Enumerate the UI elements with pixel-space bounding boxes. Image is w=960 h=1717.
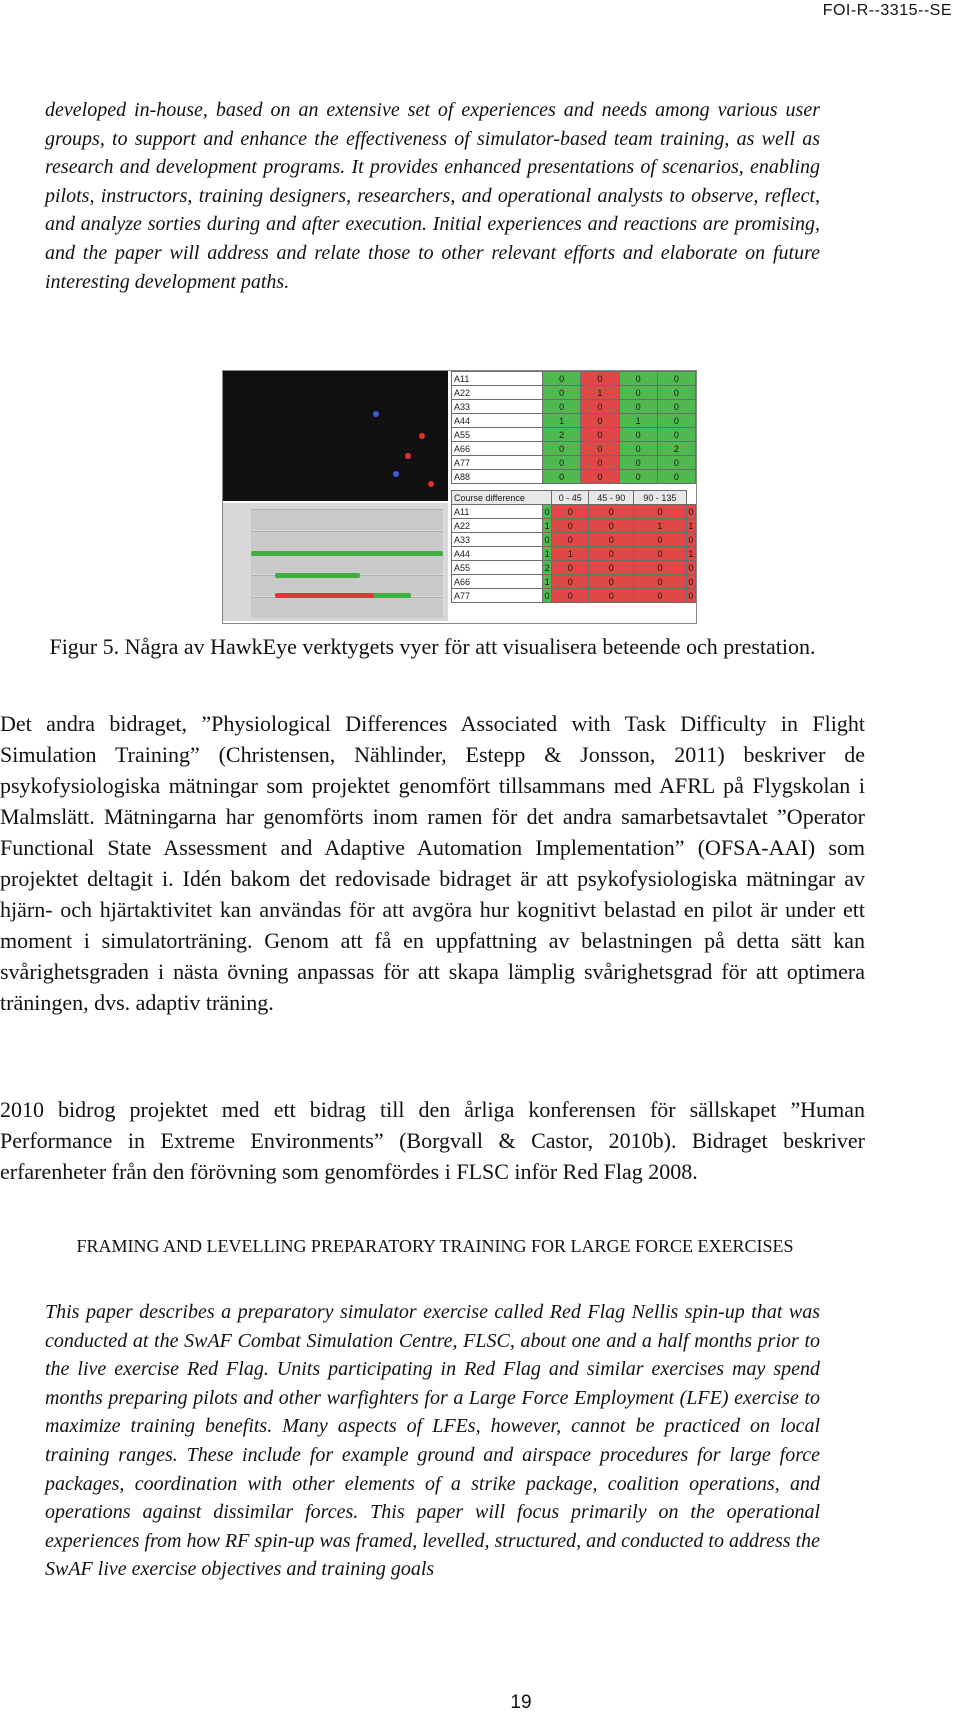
grid-cell: 0 (543, 533, 552, 547)
grid-cell: 0 (543, 589, 552, 603)
timeline-row (251, 553, 443, 574)
grid-row-label: A44 (452, 414, 543, 428)
grid-cell: 0 (686, 561, 695, 575)
grid-cell: 0 (686, 589, 695, 603)
grid-cell: 0 (581, 400, 619, 414)
grid-row (452, 519, 696, 533)
grid-header-cell: 45 - 90 (589, 491, 634, 505)
grid-row-label: A33 (452, 400, 543, 414)
grid-cell: 0 (581, 470, 619, 484)
grid-cell: 0 (686, 575, 695, 589)
grid-bottom (451, 490, 696, 603)
grid-row-label: A22 (452, 519, 543, 533)
grid-cell: 0 (657, 428, 695, 442)
timeline-bar-green (373, 593, 411, 598)
grid-cell: 0 (619, 456, 657, 470)
grid-cell: 0 (543, 505, 552, 519)
grid-cell: 0 (634, 547, 687, 561)
grid-cell: 0 (634, 505, 687, 519)
grid-header-cell: Course difference (452, 491, 552, 505)
grid-row-label: A11 (452, 372, 543, 386)
grid-cell: 0 (657, 386, 695, 400)
aircraft-marker (393, 471, 399, 477)
grid-cell: 0 (657, 456, 695, 470)
grid-cell: 1 (581, 386, 619, 400)
grid-cell: 0 (581, 442, 619, 456)
timeline-row (251, 509, 443, 530)
grid-cell: 2 (543, 561, 552, 575)
paragraph-1: Det andra bidraget, ”Physiological Differences Associated with Task Difficulty in Flight Simulation Training” (Christensen, Nählinder, Estepp & Jonsson, 2011) beskriver de psykofysiologiska mätningar som projektet genomfört tillsammans med AFRL på Flygskolan i Malmslätt. Mätningarna har genomförts inom ramen för det andra samarbetsavtalet ”Operator Functional State Assessment and Adaptive Automation Implementation” (OFSA-AAI) som projektet deltagit i. Idén bakom det redovisade bidraget är att psykofysiologiska mätningar av hjärn- och hjärtaktivitet kan användas för att avgöra hur kognitivt belastad en pilot är under ett moment i simulatorträning. Genom att få en uppfattning av belastningen på detta sätt kan svårighetsgraden i nästa övning anpassas för att skapa lämplig svårighetsgrad för att optimera träningen, dvs. adaptiv träning. (0, 711, 865, 1015)
grid-cell: 1 (543, 519, 552, 533)
grid-cell: 2 (543, 428, 581, 442)
grid-cell: 0 (589, 589, 634, 603)
grid-cell: 0 (543, 456, 581, 470)
timeline-bar-green (275, 573, 360, 578)
grid-cell: 0 (552, 561, 589, 575)
grid-row-label: A77 (452, 589, 543, 603)
grid-row-label: A11 (452, 505, 543, 519)
abstract-continued: developed in-house, based on an extensive set of experiences and needs among various user groups, to support and enhance the effectiveness of simulator-based team training, as well as research and development programs. It provides enhanced presentations of scenarios, enabling pilots, instructors, training designers, researchers, and operational analysts to observe, reflect, and analyze sorties during and after execution. Initial experiences and reactions are promising, and the paper will address and relate those to other relevant efforts and elaborate on future interesting development paths. (45, 99, 820, 293)
grid-row (452, 533, 696, 547)
grid-row (452, 470, 696, 484)
aircraft-marker (419, 433, 425, 439)
page-number: 19 (510, 1692, 532, 1713)
timeline-row (251, 597, 443, 618)
grid-row (452, 428, 696, 442)
grid-cell: 0 (686, 505, 695, 519)
aircraft-marker (428, 481, 434, 487)
timeline-view (223, 503, 448, 621)
grid-row (452, 547, 696, 561)
grid-row (452, 414, 696, 428)
grid-cell: 0 (619, 428, 657, 442)
grid-cell: 0 (552, 575, 589, 589)
grid-cell: 1 (686, 547, 695, 561)
grid-cell: 1 (634, 519, 687, 533)
grid-cell: 0 (657, 400, 695, 414)
grid-cell: 1 (543, 575, 552, 589)
grid-cell: 0 (543, 372, 581, 386)
grid-cell: 1 (543, 547, 552, 561)
grid-cell: 0 (552, 505, 589, 519)
grid-row (452, 589, 696, 603)
grid-cell: 0 (589, 575, 634, 589)
timeline-row (251, 531, 443, 552)
grid-cell: 0 (581, 372, 619, 386)
grid-row-label: A55 (452, 561, 543, 575)
aircraft-marker (405, 453, 411, 459)
grid-cell: 0 (543, 400, 581, 414)
grid-cell: 0 (619, 372, 657, 386)
grid-row-label: A22 (452, 386, 543, 400)
grid-row-label: A77 (452, 456, 543, 470)
grid-cell: 0 (589, 505, 634, 519)
grid-cell: 1 (543, 414, 581, 428)
grid-cell: 0 (589, 533, 634, 547)
radar-view (223, 371, 448, 501)
grid-cell: 0 (634, 589, 687, 603)
grid-cell: 0 (657, 372, 695, 386)
section-abstract: This paper describes a preparatory simulator exercise called Red Flag Nellis spin-up that was conducted at the SwAF Combat Simulation Centre, FLSC, about one and a half months prior to the live exercise Red Flag. Units participating in Red Flag and similar exercises may spend months preparing pilots and other warfighters for a Large Force Employment (LFE) exercise to maximize training benefits. Many aspects of LFEs, however, cannot be practiced on local training ranges. These include for example ground and airspace procedures for large force packages, coordination with other elements of a strike package, coalition operations, and operations against dissimilar forces. This paper will focus primarily on the operational experiences from how RF spin-up was framed, levelled, structured, and conducted to address the SwAF live exercise objectives and training goals (45, 1301, 820, 1581)
grid-cell: 0 (552, 533, 589, 547)
grid-row-label: A44 (452, 547, 543, 561)
grid-row-label: A66 (452, 442, 543, 456)
grid-cell: 0 (589, 561, 634, 575)
grid-top (451, 371, 696, 484)
grid-row (452, 442, 696, 456)
grid-row-label: A66 (452, 575, 543, 589)
grid-cell: 1 (619, 414, 657, 428)
grid-cell: 0 (581, 456, 619, 470)
paragraph-2: 2010 bidrog projektet med ett bidrag till den årliga konferensen för sällskapet ”Human Performance in Extreme Environments” (Borgvall & Castor, 2010b). Bidraget beskriver erfarenheter från den förövning som genomfördes i FLSC inför Red Flag 2008. (0, 1097, 865, 1184)
grid-cell: 0 (552, 519, 589, 533)
grid-header-cell: 90 - 135 (634, 491, 687, 505)
grid-row (452, 505, 696, 519)
grid-row (452, 386, 696, 400)
grid-cell: 0 (657, 470, 695, 484)
grid-row-label: A33 (452, 533, 543, 547)
grid-header-cell: 0 - 45 (552, 491, 589, 505)
grid-cell: 0 (619, 442, 657, 456)
results-grid (451, 371, 696, 603)
grid-row (452, 575, 696, 589)
grid-cell: 2 (657, 442, 695, 456)
section-title: FRAMING AND LEVELLING PREPARATORY TRAINING FOR LARGE FORCE EXERCISES (76, 1236, 794, 1256)
grid-cell: 0 (686, 533, 695, 547)
grid-cell: 1 (552, 547, 589, 561)
grid-cell: 0 (657, 414, 695, 428)
grid-cell: 0 (543, 470, 581, 484)
grid-row (452, 372, 696, 386)
grid-cell: 1 (686, 519, 695, 533)
grid-cell: 0 (619, 386, 657, 400)
grid-row-label: A55 (452, 428, 543, 442)
grid-cell: 0 (552, 589, 589, 603)
grid-cell: 0 (581, 414, 619, 428)
grid-cell: 0 (634, 575, 687, 589)
grid-cell: 0 (543, 442, 581, 456)
grid-cell: 0 (589, 519, 634, 533)
grid-row (452, 456, 696, 470)
grid-cell: 0 (619, 470, 657, 484)
grid-cell: 0 (581, 428, 619, 442)
figure-caption: Figur 5. Några av HawkEye verktygets vyer för att visualisera beteende och prestation. (49, 634, 816, 659)
grid-cell: 0 (543, 386, 581, 400)
document-id: FOI-R--3315--SE (822, 2, 952, 19)
grid-row (452, 400, 696, 414)
grid-cell: 0 (619, 400, 657, 414)
timeline-bar-red (275, 593, 385, 598)
timeline-bar-green (251, 551, 443, 556)
aircraft-marker (373, 411, 379, 417)
hawkeye-figure (222, 370, 697, 624)
grid-cell: 0 (589, 547, 634, 561)
grid-row (452, 561, 696, 575)
grid-cell: 0 (634, 561, 687, 575)
grid-row-label: A88 (452, 470, 543, 484)
grid-cell: 0 (634, 533, 687, 547)
